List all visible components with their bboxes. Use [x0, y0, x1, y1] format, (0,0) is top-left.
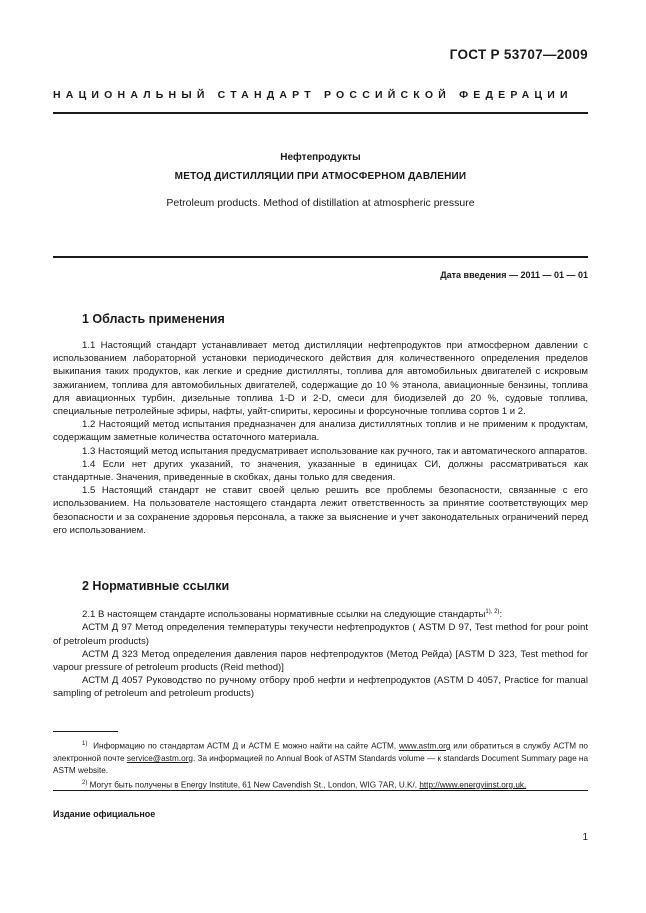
standard-number: ГОСТ Р 53707—2009 — [449, 47, 588, 62]
paragraph-2-1-end: : — [499, 609, 503, 621]
official-edition-label: Издание официальное — [53, 809, 156, 819]
page-number: 1 — [582, 832, 588, 843]
paragraph-1-2: 1.2 Настоящий метод испытания предназначен для анализа дистиллятных топлив и не применим к продуктам, содержащим заметные количества остаточного материала. — [53, 419, 588, 444]
section-2-body — [53, 606, 588, 701]
astm-email-link[interactable]: service@astm.org — [126, 753, 193, 763]
footnote-1 — [53, 738, 588, 777]
reference-astm-d97: АСТМ Д 97 Метод определения температуры текучести нефтепродуктов ( ASTM D 97, Test method for pour point of petroleum products) — [53, 622, 588, 647]
footnote-1-text-c: . За информацией по Annual Book of ASTM Standards volume — к standards Document Summary page на ASTM website. — [53, 753, 589, 775]
footnote-1-text-b: или обратиться в службу АСТМ по электронной почте — [53, 741, 588, 763]
footnote-ref: 1), 2) — [485, 609, 500, 615]
paragraph-1-3: 1.3 Настоящий метод испытания предусматривает использование как ручного, так и автоматического аппаратов. — [82, 445, 588, 457]
title-rule — [53, 256, 588, 258]
energy-institute-link[interactable]: http://www.energyiinst.org.uk. — [419, 780, 527, 790]
section-1-heading: 1 Область применения — [82, 312, 225, 326]
paragraph-2-1-text: 2.1 В настоящем стандарте использованы нормативные ссылки на следующие стандарты — [82, 609, 486, 621]
paragraph-1-1: 1.1 Настоящий стандарт устанавливает метод дистилляции нефтепродуктов при атмосферном давлении с использованием лабораторной установки периодического действия для количественного определения пределов выкипания таких продуктов, как легкие и средние дистилляты, топлива для автомобильных двигателей с искровым зажиганием, топлива для автомобильных двигателей, содержащие до 10 % этанола, авиационные бензины, топлива для авиационных турбин, дизельные топлива 1-D и 2-D, смеси для биодизелей до 20 %, судовые топлива, специальные петролейные эфиры, нафты, уайт-спириты, керосины и форсуночные топлива сортов 1 и 2. — [53, 340, 588, 418]
astm-website-link[interactable]: www.astm.org — [398, 741, 451, 751]
footer-rule — [53, 790, 588, 791]
footnote-2-mark: 2) — [82, 779, 88, 786]
footnote-separator — [53, 731, 118, 732]
national-standard-title: НАЦИОНАЛЬНЫЙ СТАНДАРТ РОССИЙСКОЙ ФЕДЕРАЦИИ — [53, 89, 573, 101]
reference-astm-d323: АСТМ Д 323 Метод определения давления паров нефтепродуктов (Метод Рейда) [ASTM D 323, Test method for vapour pressure of petroleum products (Reid method)] — [53, 648, 588, 673]
document-title: МЕТОД ДИСТИЛЛЯЦИИ ПРИ АТМОСФЕРНОМ ДАВЛЕНИИ — [174, 171, 467, 182]
footnote-1-mark: 1) — [82, 741, 88, 747]
paragraph-2-1 — [53, 606, 588, 621]
reference-astm-d4057: АСТМ Д 4057 Руководство по ручному отбору проб нефти и нефтепродуктов (ASTM D 4057, Practice for manual sampling of petroleum and petroleum products) — [53, 675, 588, 700]
introduction-date: Дата введения — 2011 — 01 — 01 — [440, 270, 588, 280]
document-title-english: Petroleum products. Method of distillation at atmospheric pressure — [166, 197, 475, 209]
footnote-2-text: Могут быть получены в Energy Institute, 61 New Cavendish St., London, WIG 7AR, U.K/, — [89, 780, 418, 790]
footnotes — [53, 738, 588, 791]
section-2-heading: 2 Нормативные ссылки — [82, 579, 230, 593]
paragraph-1-5: 1.5 Настоящий стандарт не ставит своей целью решить все проблемы безопасности, связанные с его использованием. На пользователе настоящего стандарта лежит ответственность за принятие соответствующих мер безопасности и за сохранение здоровья персонала, а также за выяснение и учет законодательных ограничений перед его использованием. — [53, 485, 588, 536]
section-1-body — [53, 339, 588, 537]
footnote-1-text-a: Информацию по стандартам АСТМ Д и АСТМ Е можно найти на сайте АСТМ, — [93, 741, 397, 751]
paragraph-1-4: 1.4 Если нет других указаний, то значения, указанные в единицах СИ, должны рассматриваться как стандартные. Значения, приведенные в скобках, даны только для сведения. — [53, 458, 588, 484]
header-rule — [53, 112, 588, 114]
document-category: Нефтепродукты — [280, 152, 361, 163]
